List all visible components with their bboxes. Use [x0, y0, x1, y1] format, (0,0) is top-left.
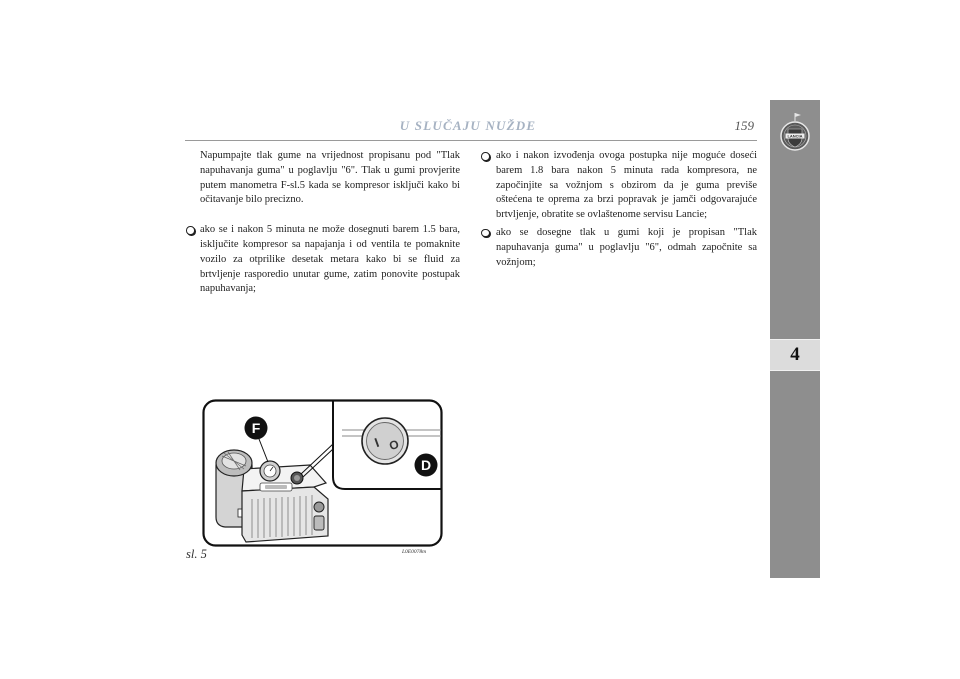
- bullet-text: ako se dosegne tlak u gumi koji je propisan "Tlak napuhavanja guma" u poglavlju "6", odmah započnite sa vožnjom;: [496, 226, 757, 268]
- figure-code: L0E0078m: [402, 549, 427, 555]
- bullet-item: [481, 149, 757, 223]
- page-number: 159: [734, 118, 754, 133]
- bullet-icon: [481, 229, 490, 238]
- intro-paragraph: [186, 149, 460, 208]
- bullet-text: ako i nakon izvođenja ovoga postupka nije moguće doseći barem 1.8 bara nakon 5 minuta rada kompresora, ne započinjite sa vožnjom s obzirom da je guma previše oštećena te oprema za brzi popravak je jamči odgovarajuće brtvljenje, obratite se ovlaštenome servisu Lancie;: [496, 150, 757, 221]
- chapter-tab: 4: [770, 339, 820, 371]
- compressor-illustration: [202, 399, 443, 547]
- left-column: [186, 149, 460, 297]
- bullet-icon: [186, 226, 195, 235]
- bullet-item: [481, 226, 757, 270]
- header-divider: [185, 140, 757, 141]
- callout-f-label: F: [251, 420, 261, 436]
- right-column: [481, 149, 757, 270]
- bullet-text: ako se i nakon 5 minuta ne može dosegnuti barem 1.5 bara, isključite kompresor sa napajanja i od ventila te pomaknite vozilo za otprilike desetak metara kako bi se fluid za brtvljenje rasporedio unutar gume, zatim ponovite postupak napuhavanja;: [200, 224, 460, 295]
- chapter-sidebar: [770, 100, 820, 578]
- intro-text: Napumpajte tlak gume na vrijednost propisanu pod "Tlak napuhavanja guma" u poglavlju "6". Tlak u gumi provjerite putem manometra F-sl.5 kada se kompresor isključi kako bi očitavanje bilo precizno.: [200, 150, 460, 206]
- switch-off-label: O: [387, 436, 401, 454]
- section-title: U SLUČAJU NUŽDE: [399, 118, 537, 133]
- bullet-icon: [481, 152, 490, 161]
- switch-detail-inner: [367, 423, 404, 460]
- logo-text: LANCIA: [787, 133, 803, 139]
- bullet-item: [186, 223, 460, 297]
- power-switch-center: [294, 475, 300, 481]
- callout-d-label: D: [420, 457, 432, 473]
- figure-caption: sl. 5: [186, 547, 207, 561]
- lancia-logo-icon: [779, 112, 811, 152]
- compressor-figure: [202, 399, 443, 547]
- side-socket: [314, 516, 324, 530]
- switch-on-label: I: [372, 434, 382, 451]
- side-knob: [314, 502, 324, 512]
- compressor-front: [242, 487, 328, 542]
- label-plate-inner: [265, 485, 287, 489]
